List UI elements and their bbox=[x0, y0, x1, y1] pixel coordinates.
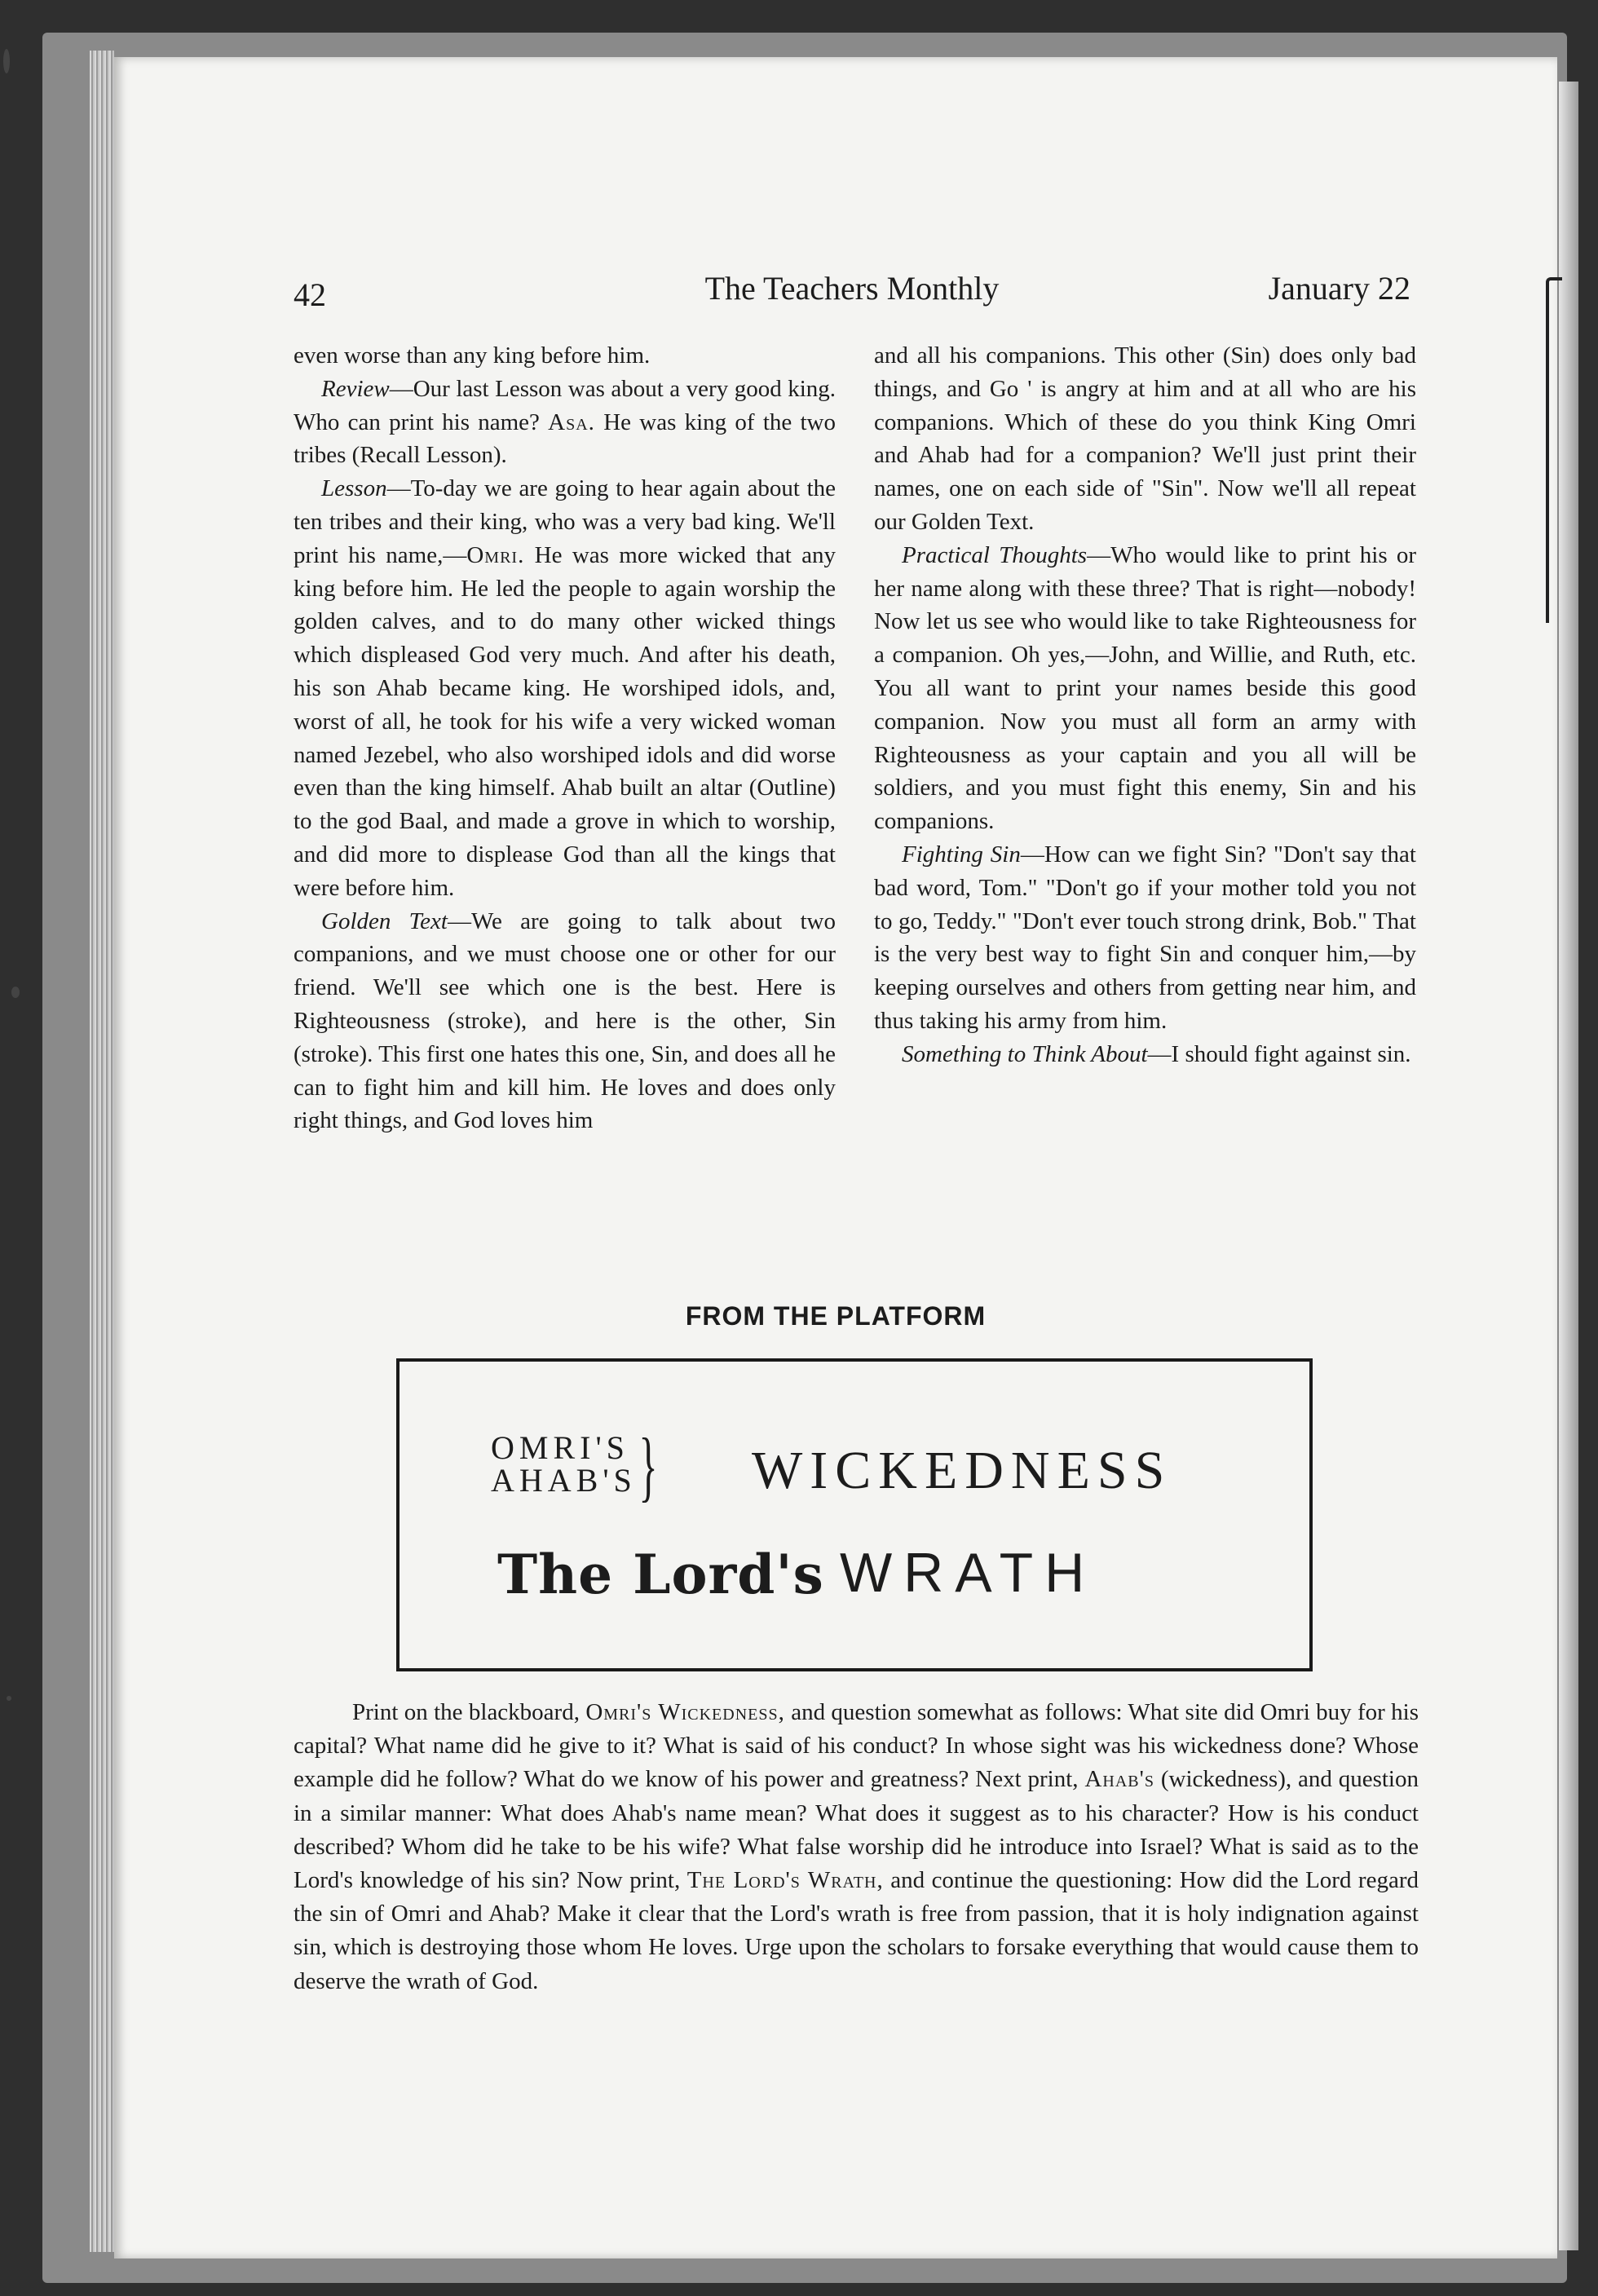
lesson-tail: He was more wicked that any king before him. He led the people to again worship the golden calves, and to do many other wicked things which displeased God very much. And after his death, his son Ahab became king. He worshiped idols, and, worst of all, he took for his wife a very wicked woman named Jezebel, who also worshiped idols and did worse even than the king himself. Ahab built an altar (Outline) to the god Baal, and made a grove in which to worship, and did more to displease God than all the kings that were before him. bbox=[294, 541, 836, 901]
instr-c: (wickedness), and question in a similar manner: What does Ahab's name mean? What does it suggest as to his character? How is his conduct described? Whom did he take to be his wife? What false worship did he introduce into Israel? What is said as to the Lord's knowledge of his sin? Now print, bbox=[294, 1766, 1419, 1894]
fighting-text: —How can we fight Sin? "Don't say that bad word, Tom." "Don't go if your mother told you not to go, Teddy." "Don't ever touch strong drink, Bob." That is the very best way to fight Sin and conquer him,—by keeping ourselves and others from getting near him, and thus taking his army from him. bbox=[874, 841, 1416, 1034]
page-tab-mark bbox=[1546, 277, 1562, 623]
paragraph-continuation: and all his companions. This other (Sin) does only bad things, and Go ' is angry at him and at all who are his companions. Which of these do you think King Omri and Ahab had for a companion? We'll just print their names, one on each side of "Sin". Now we'll all repeat our Golden Text. bbox=[874, 342, 1416, 535]
lesson-lead: Lesson bbox=[321, 475, 387, 502]
page-number: 42 bbox=[294, 276, 326, 313]
instr-ahab: Ahab's bbox=[1084, 1766, 1154, 1793]
wickedness-word: WICKEDNESS bbox=[752, 1441, 1172, 1500]
left-column bbox=[294, 339, 836, 1137]
something-text: —I should fight against sin. bbox=[1147, 1040, 1411, 1067]
scan-speck bbox=[3, 49, 10, 73]
review-name: Asa. bbox=[548, 408, 595, 435]
paragraph-something bbox=[874, 1038, 1416, 1071]
name-ahab: AHAB'S bbox=[491, 1462, 637, 1499]
instr-b: and question somewhat as follows: What site did Omri buy for his capital? What name did he give to it? What is said of his conduct? In whose sight was his wickedness done? Whose example did he follow? What do we know of his power and greatness? Next print, bbox=[294, 1699, 1419, 1793]
lesson-name: Omri. bbox=[466, 541, 525, 568]
fighting-lead: Fighting Sin bbox=[902, 841, 1021, 868]
paragraph-practical bbox=[874, 539, 1416, 838]
wrath-word: WRATH bbox=[840, 1542, 1097, 1604]
instr-a: Print on the blackboard, bbox=[352, 1699, 586, 1725]
golden-lead: Golden Text bbox=[321, 907, 448, 934]
something-lead: Something to Think About bbox=[902, 1040, 1148, 1067]
paragraph-fighting bbox=[874, 838, 1416, 1038]
running-header bbox=[294, 269, 1410, 318]
review-text: —Our last Lesson was about a very good king. Who can print his name? bbox=[294, 375, 836, 435]
brace-symbol: } bbox=[638, 1422, 658, 1509]
issue-date: January 22 bbox=[1268, 270, 1410, 307]
paragraph-continuation: even worse than any king before him. bbox=[294, 342, 651, 369]
review-lead: Review bbox=[321, 375, 390, 402]
blackboard-box bbox=[396, 1358, 1313, 1671]
paragraph-lesson bbox=[294, 472, 836, 904]
instr-d: and continue the questioning: How did the Lord regard the sin of Omri and Ahab? Make it clear that the Lord's wrath is free from passion, that it is holy indignation against sin, which is destroying those whom He loves. Urge upon the scholars to forsake everything that would cause them to deserve the wrath of God. bbox=[294, 1867, 1419, 1994]
golden-text: —We are going to talk about two companions, and we must choose one or other for our friend. We'll see which one is the best. Here is Righteousness (stroke), and here is the other, Sin (stroke). This first one hates this one, Sin, and does all he can to fight him and kill him. He loves and does only right things, and God loves him bbox=[294, 907, 837, 1134]
scan-speck bbox=[11, 987, 20, 998]
review-tail: He was king of the two tribes (Recall Lesson). bbox=[294, 408, 837, 469]
instr-omri: Omri's Wickedness, bbox=[585, 1699, 785, 1725]
name-omri: OMRI'S bbox=[491, 1429, 629, 1466]
page-edges bbox=[90, 51, 114, 2252]
lords-word: The Lord's bbox=[497, 1543, 824, 1606]
blackboard-instructions bbox=[294, 1696, 1419, 1998]
practical-lead: Practical Thoughts bbox=[902, 541, 1088, 568]
journal-title: The Teachers Monthly bbox=[704, 270, 1000, 307]
instr-lords-wrath: The Lord's Wrath, bbox=[686, 1867, 884, 1894]
names-block bbox=[491, 1429, 637, 1499]
section-heading: FROM THE PLATFORM bbox=[685, 1301, 987, 1331]
paragraph-golden-text bbox=[294, 905, 836, 1138]
right-column bbox=[874, 339, 1416, 1071]
lesson-text: —To-day we are going to hear again about the ten tribes and their king, who was a very bad king. We'll print his name,— bbox=[294, 475, 836, 568]
practical-text: —Who would like to print his or her name along with these three? That is right—nobody! Now let us see who would like to take Righteousness for a companion. Oh yes,—John, and Willie, and Ruth, etc. You all want to print your names beside this good companion. Now you must all form an army with Righteousness as your captain and you all will be soldiers, and you must fight this enemy, Sin and his companions. bbox=[874, 541, 1416, 835]
scan-speck bbox=[7, 1696, 11, 1701]
paragraph-review bbox=[294, 373, 836, 472]
